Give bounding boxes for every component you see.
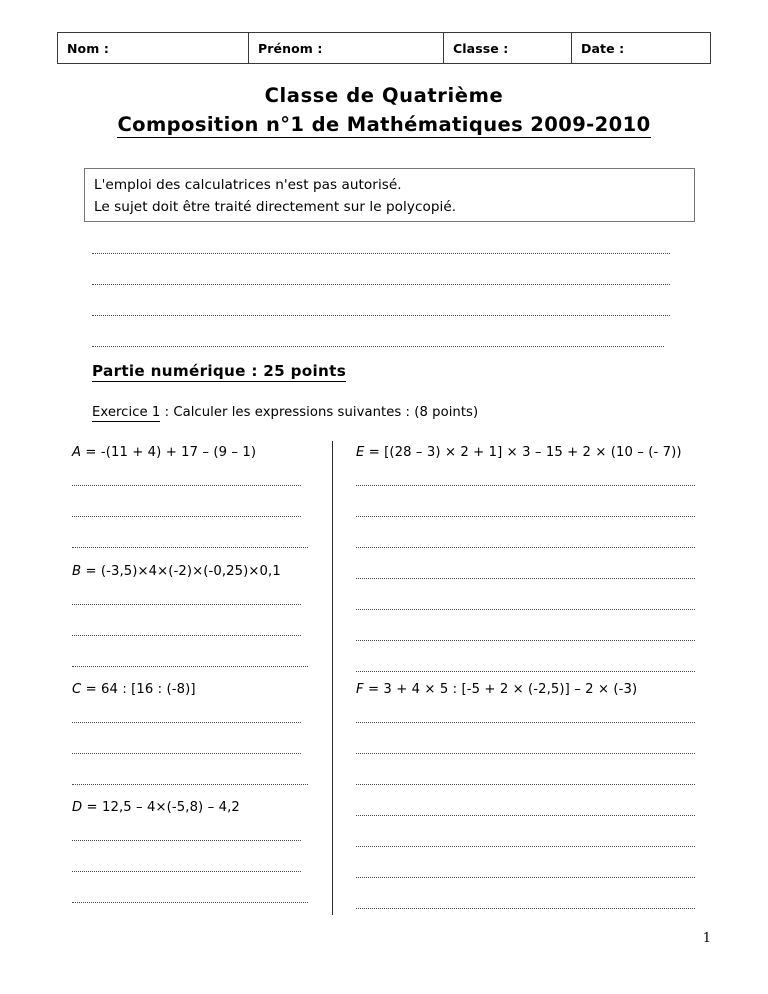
instruction-write-on-sheet: Le sujet doit être traité directement sur le polycopié. (94, 199, 457, 215)
expression-b (72, 564, 281, 579)
exercise-1-heading (92, 405, 478, 420)
expression-e (356, 445, 682, 460)
answer-line[interactable] (72, 721, 301, 723)
answer-line[interactable] (72, 839, 301, 841)
answer-line[interactable] (72, 515, 301, 517)
expression-variable: A (72, 445, 82, 460)
student-identity-table (57, 32, 711, 64)
answer-line[interactable] (72, 603, 301, 605)
expression-body: = -(11 + 4) + 17 – (9 – 1) (81, 445, 257, 460)
answer-line[interactable] (72, 484, 301, 486)
answer-line[interactable] (92, 314, 670, 316)
answer-line[interactable] (356, 845, 695, 847)
instructions-box (84, 168, 695, 222)
answer-line[interactable] (356, 876, 695, 878)
answer-line[interactable] (72, 783, 308, 785)
answer-line[interactable] (356, 577, 695, 579)
page-title (0, 84, 768, 138)
part-heading-text: Partie numérique : 25 points (92, 362, 347, 380)
answer-line[interactable] (72, 752, 301, 754)
answer-line[interactable] (356, 783, 695, 785)
column-divider (332, 441, 333, 915)
answer-line[interactable] (92, 283, 670, 285)
answer-line[interactable] (356, 814, 695, 816)
instruction-no-calculator: L'emploi des calculatrices n'est pas autorisé. (94, 177, 402, 193)
exercise-label: Exercice 1 (92, 405, 161, 420)
expression-d (72, 800, 240, 815)
answer-line[interactable] (356, 752, 695, 754)
field-prenom[interactable]: Prénom : (249, 33, 444, 63)
answer-line[interactable] (92, 345, 664, 347)
expression-body: = 64 : [16 : (-8)] (81, 682, 196, 697)
answer-line[interactable] (72, 546, 308, 548)
answer-line[interactable] (356, 515, 695, 517)
field-date[interactable]: Date : (581, 40, 625, 56)
expression-body: = (-3,5)×4×(-2)×(-0,25)×0,1 (81, 564, 281, 579)
exercise-instruction: : Calculer les expressions suivantes : (8 points) (160, 405, 479, 420)
answer-line[interactable] (72, 665, 308, 667)
answer-line[interactable] (356, 670, 695, 672)
expression-variable: E (356, 445, 365, 460)
answer-line[interactable] (356, 639, 695, 641)
expression-a (72, 445, 256, 460)
title-composition-text: Composition n°1 de Mathématiques 2009-2010 (117, 113, 651, 136)
field-nom[interactable]: Nom : (58, 33, 249, 63)
answer-line[interactable] (92, 252, 670, 254)
title-composition (0, 112, 768, 138)
part-heading (92, 362, 346, 380)
answer-line[interactable] (356, 608, 695, 610)
expression-body: = 12,5 – 4×(-5,8) – 4,2 (82, 800, 240, 815)
page-number: 1 (702, 931, 711, 946)
answer-line[interactable] (356, 546, 695, 548)
answer-line[interactable] (356, 484, 695, 486)
expression-f (356, 682, 637, 697)
field-classe[interactable]: Classe : (444, 33, 572, 63)
answer-line[interactable] (72, 870, 301, 872)
answer-line[interactable] (72, 901, 308, 903)
expression-body: = [(28 – 3) × 2 + 1] × 3 – 15 + 2 × (10 – (- 7)) (364, 445, 682, 460)
answer-line[interactable] (356, 907, 695, 909)
title-class-level: Classe de Quatrième (264, 84, 504, 107)
expression-body: = 3 + 4 × 5 : [-5 + 2 × (-2,5)] – 2 × (-3) (363, 682, 638, 697)
answer-line[interactable] (72, 634, 301, 636)
expression-variable: F (356, 682, 364, 697)
expression-variable: C (72, 682, 82, 697)
expression-c (72, 682, 196, 697)
answer-line[interactable] (356, 721, 695, 723)
expression-variable: D (72, 800, 83, 815)
expression-variable: B (72, 564, 82, 579)
